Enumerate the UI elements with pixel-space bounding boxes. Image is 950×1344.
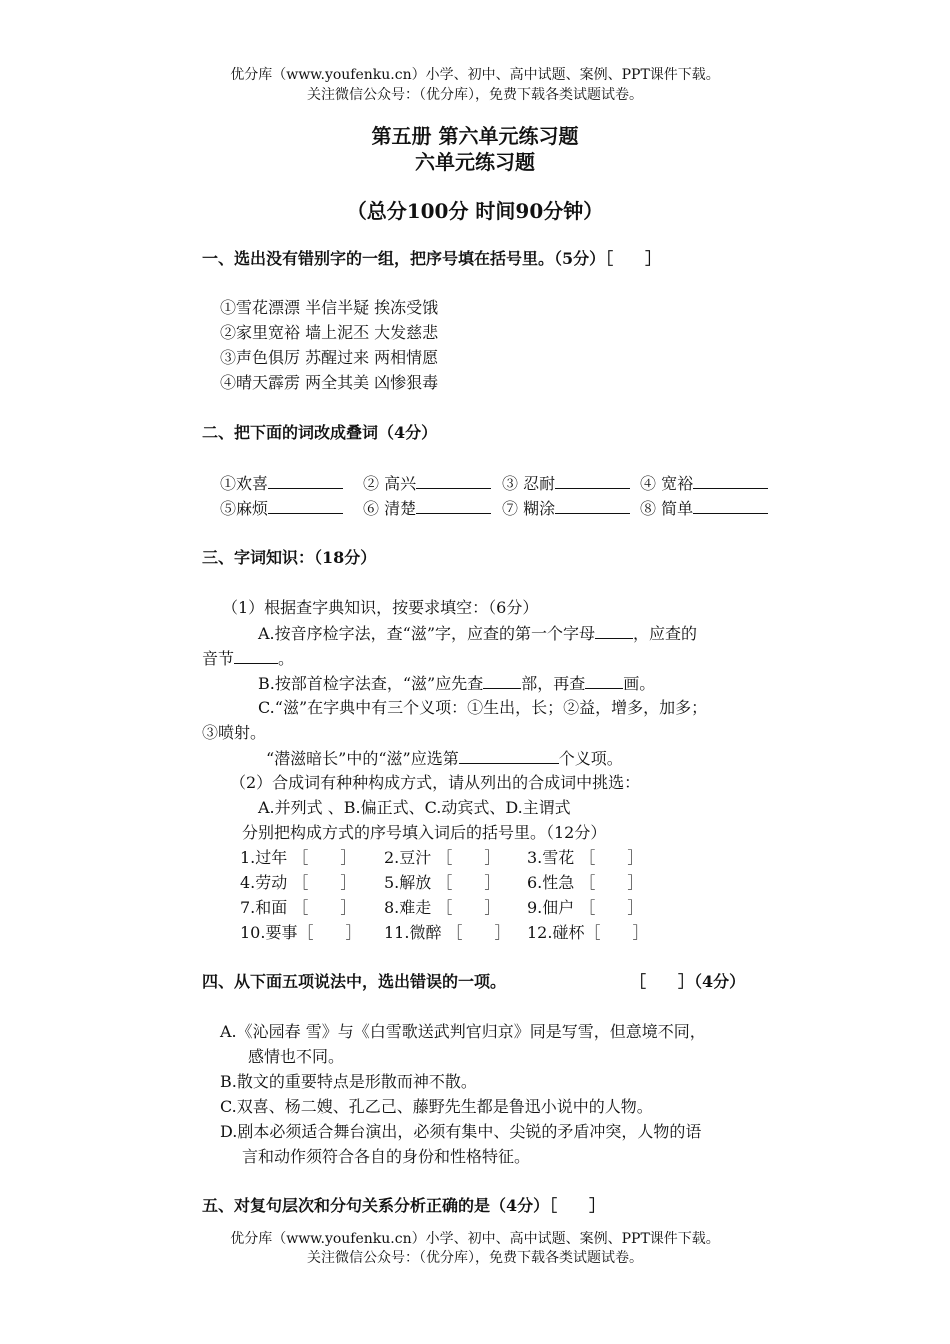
word-item: ⑦ 糊涂 xyxy=(502,497,630,520)
option-4: ④晴天霹雳 两全其美 凶惨狠毒 xyxy=(220,373,439,392)
part-1-c-line-2: ③喷射。 xyxy=(202,723,267,742)
header-line-1: 优分库（www.youfenku.cn）小学、初中、高中试题、案例、PPT课件下载。 xyxy=(230,67,720,83)
title-line-2: 六单元练习题 xyxy=(415,150,535,174)
statement-b: B.散文的重要特点是形散而神不散。 xyxy=(220,1072,477,1091)
title-line-1: 第五册 第六单元练习题 xyxy=(371,124,579,148)
section-four-bracket: ［ ］（4分） xyxy=(630,972,746,991)
word-item: ⑧ 简单 xyxy=(640,497,768,520)
statement-a-cont: 感情也不同。 xyxy=(248,1047,345,1066)
statement-c: C.双喜、杨二嫂、孔乙己、藤野先生都是鲁迅小说中的人物。 xyxy=(220,1097,653,1116)
word-item: ⑤麻烦 xyxy=(220,497,343,520)
section-two-heading: 二、把下面的词改成叠词（4分） xyxy=(202,423,438,442)
part-1-a-line-2: 音节 。 xyxy=(202,649,295,668)
part-1-d-line: “潜滋暗长”中的“滋”应选第 个义项。 xyxy=(266,749,623,768)
footer-line-2: 关注微信公众号：（优分库），免费下载各类试题试卷。 xyxy=(307,1250,643,1266)
part-1-b-line: B.按部首检字法查，“滋”应先查 部，再查 画。 xyxy=(258,674,656,693)
part-2-instruction: 分别把构成方式的序号填入词后的括号里。（12分） xyxy=(242,823,607,842)
section-four-heading: 四、从下面五项说法中，选出错误的一项。 xyxy=(202,972,507,991)
statement-a: A.《沁园春 雪》与《白雪歌送武判官归京》同是写雪，但意境不同， xyxy=(220,1022,706,1041)
compound-word-item: 3.雪花 ［ ］ xyxy=(527,848,644,867)
part-1-c-line: C.“滋”在字典中有三个义项：①生出，长；②益，增多，加多； xyxy=(258,698,708,717)
header-line-2: 关注微信公众号：（优分库），免费下载各类试题试卷。 xyxy=(307,87,643,103)
compound-word-item: 10.要事［ ］ xyxy=(240,923,362,942)
part-2-types: A.并列式 、B.偏正式、C.动宾式、D.主谓式 xyxy=(258,798,571,817)
compound-word-item: 7.和面 ［ ］ xyxy=(240,898,357,917)
word-item: ⑥ 清楚 xyxy=(363,497,491,520)
section-five-heading: 五、对复句层次和分句关系分析正确的是（4分）［ ］ xyxy=(202,1196,606,1215)
part-2-intro: （2）合成词有种种构成方式，请从列出的合成词中挑选： xyxy=(230,773,641,792)
compound-word-item: 5.解放 ［ ］ xyxy=(384,873,501,892)
part-1-intro: （1）根据查字典知识，按要求填空：（6分） xyxy=(222,598,539,617)
compound-word-item: 11.微醉 ［ ］ xyxy=(384,923,511,942)
compound-word-item: 6.性急 ［ ］ xyxy=(527,873,644,892)
word-item: ③ 忍耐 xyxy=(502,472,630,495)
option-1: ①雪花漂漂 半信半疑 挨冻受饿 xyxy=(220,298,439,317)
compound-word-item: 1.过年 ［ ］ xyxy=(240,848,357,867)
compound-word-item: 8.难走 ［ ］ xyxy=(384,898,501,917)
section-three-heading: 三、字词知识：（18分） xyxy=(202,548,377,567)
word-item: ①欢喜 xyxy=(220,472,343,495)
statement-d-cont: 言和动作须符合各自的身份和性格特征。 xyxy=(242,1147,531,1166)
word-item: ② 高兴 xyxy=(363,472,491,495)
part-1-a-line: A.按音序检字法，查“滋”字，应查的第一个字母 ，应查的 xyxy=(258,624,698,643)
score-time: （总分100分 时间90分钟） xyxy=(346,199,604,223)
option-3: ③声色俱厉 苏醒过来 两相情愿 xyxy=(220,348,439,367)
section-one-heading: 一、选出没有错别字的一组，把序号填在括号里。（5分）［ ］ xyxy=(202,249,662,268)
footer-line-1: 优分库（www.youfenku.cn）小学、初中、高中试题、案例、PPT课件下载。 xyxy=(230,1231,720,1247)
compound-word-item: 2.豆汁 ［ ］ xyxy=(384,848,501,867)
compound-word-item: 9.佃户 ［ ］ xyxy=(527,898,644,917)
statement-d: D.剧本必须适合舞台演出，必须有集中、尖锐的矛盾冲突，人物的语 xyxy=(220,1122,702,1141)
compound-word-item: 12.碰杯［ ］ xyxy=(527,923,649,942)
option-2: ②家里宽裕 墙上泥丕 大发慈悲 xyxy=(220,323,439,342)
compound-word-item: 4.劳动 ［ ］ xyxy=(240,873,357,892)
word-item: ④ 宽裕 xyxy=(640,472,768,495)
